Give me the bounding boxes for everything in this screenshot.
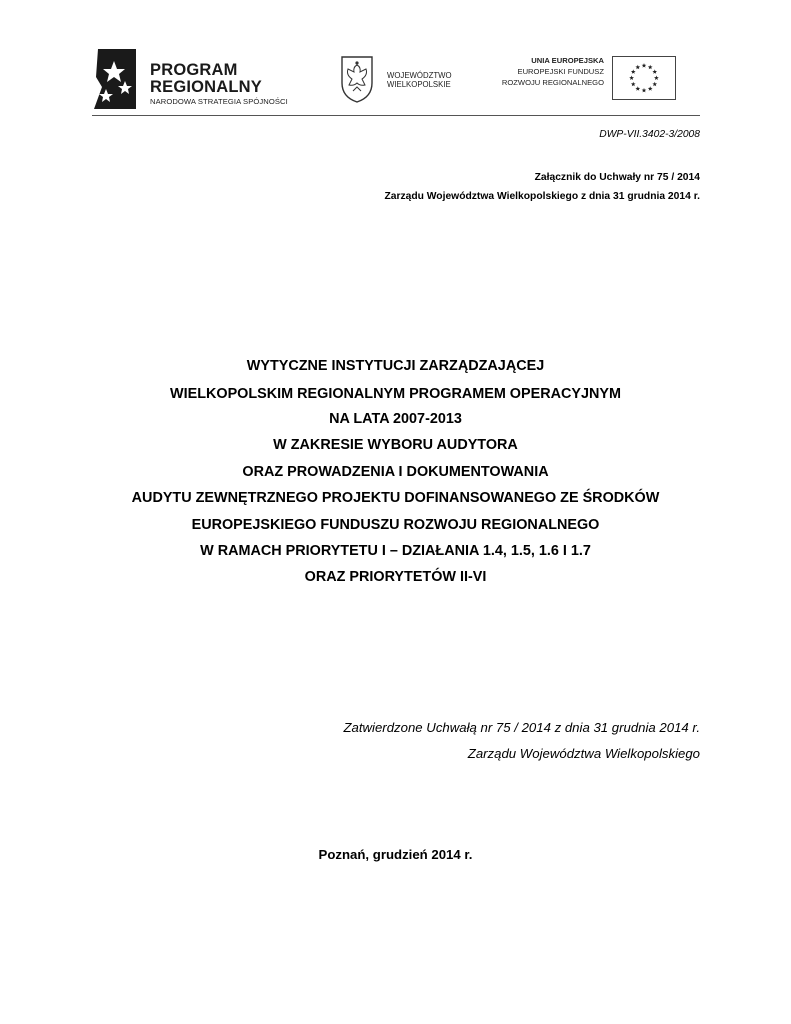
title-line-9: ORAZ PRIORYTETÓW II-VI xyxy=(304,569,487,585)
place-and-date: Poznań, grudzień 2014 r. xyxy=(318,847,473,862)
eu-star-icon xyxy=(652,69,657,73)
title-line-6: AUDYTU ZEWNĘTRZNEGO PROJEKTU DOFINANSOWANEGO ZE ŚRODKÓW xyxy=(131,490,660,506)
attachment-line2: Zarządu Województwa Wielkopolskiego z dnia 31 grudnia 2014 r. xyxy=(384,191,700,202)
eu-star-icon xyxy=(648,86,653,90)
approval-line2: Zarządu Województwa Wielkopolskiego xyxy=(467,746,700,761)
eu-star-icon xyxy=(648,65,653,69)
program-regionalny-logo xyxy=(92,45,302,115)
title-line-2: WIELKOPOLSKIM REGIONALNYM PROGRAMEM OPERACYJNYM xyxy=(170,386,621,402)
title-line-4: W ZAKRESIE WYBORU AUDYTORA xyxy=(273,437,518,453)
title-line-3: NA LATA 2007-2013 xyxy=(329,411,462,427)
eu-flag-icon xyxy=(612,56,676,100)
document-reference: DWP-VII.3402-3/2008 xyxy=(599,129,700,140)
title-line-5: ORAZ PROWADZENIA I DOKUMENTOWANIA xyxy=(242,464,549,480)
eu-star-icon xyxy=(631,69,636,73)
eu-star-icon xyxy=(642,88,647,92)
eu-logo-line2: EUROPEJSKI FUNDUSZ xyxy=(517,67,604,76)
wojewodztwo-logo xyxy=(340,55,480,105)
eu-star-icon xyxy=(642,63,647,67)
title-line-7: EUROPEJSKIEGO FUNDUSZU ROZWOJU REGIONALNEGO xyxy=(191,517,600,533)
eu-star-icon xyxy=(631,82,636,86)
region-logo-line1: WOJEWÓDZTWO xyxy=(387,71,452,80)
eu-star-icon xyxy=(635,65,640,69)
eu-logo-line3: ROZWOJU REGIONALNEGO xyxy=(501,78,604,87)
region-logo-line2: WIELKOPOLSKIE xyxy=(387,80,451,89)
eu-star-icon xyxy=(635,86,640,90)
eu-logo xyxy=(494,56,684,104)
eu-logo-line1: UNIA EUROPEJSKA xyxy=(531,56,604,65)
header-divider xyxy=(92,115,700,116)
program-regionalny-mark-icon xyxy=(92,47,136,109)
eagle-crest-icon xyxy=(340,55,374,103)
eu-star-icon xyxy=(652,82,657,86)
approval-line1: Zatwierdzone Uchwałą nr 75 / 2014 z dnia 31 grudnia 2014 r. xyxy=(343,720,700,735)
program-logo-tagline: NARODOWA STRATEGIA SPÓJNOŚCI xyxy=(150,97,288,106)
program-logo-line1: PROGRAM xyxy=(150,61,238,79)
title-line-1: WYTYCZNE INSTYTUCJI ZARZĄDZAJĄCEJ xyxy=(246,358,545,374)
eu-star-icon xyxy=(629,76,634,80)
eu-star-icon xyxy=(654,76,659,80)
program-logo-line2: REGIONALNY xyxy=(150,78,263,96)
title-line-8: W RAMACH PRIORYTETU I – DZIAŁANIA 1.4, 1.5, 1.6 I 1.7 xyxy=(200,543,591,559)
attachment-line1: Załącznik do Uchwały nr 75 / 2014 xyxy=(534,172,700,183)
